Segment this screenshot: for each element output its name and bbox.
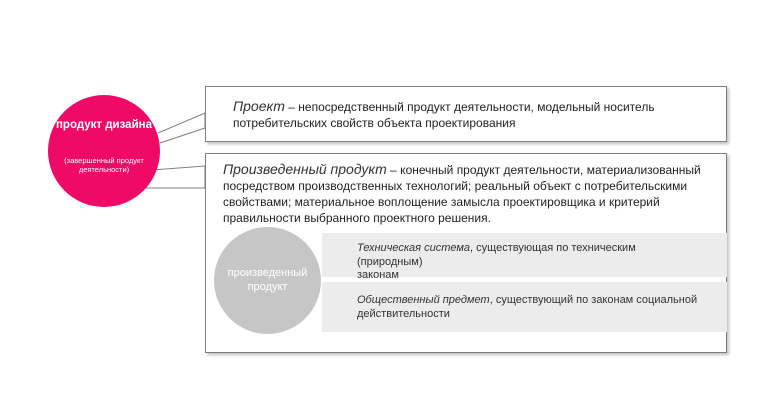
produced-product-text [223, 161, 703, 226]
technical-system-term: Техническая система [357, 242, 471, 254]
design-product-subtitle: (завершенный продукт деятельности) [64, 156, 144, 174]
project-term: Проект [233, 98, 285, 114]
design-product-circle [48, 95, 160, 207]
produced-product-circle-label: произведенный продукт [227, 267, 308, 293]
social-object-text [357, 294, 717, 321]
project-definition-box [205, 86, 727, 142]
social-object-term: Общественный предмет [357, 294, 490, 306]
technical-system-definition: , существующая по техническим (природным) [357, 242, 636, 268]
technical-system-extra: законам [357, 269, 399, 281]
produced-product-circle [214, 227, 321, 334]
social-object-definition: , существующий по законам социальной действительности [357, 294, 698, 320]
technical-system-text [357, 242, 697, 283]
produced-product-term: Произведенный продукт [223, 161, 387, 177]
connector-to-project [158, 113, 205, 143]
project-definition: – непосредственный продукт деятельности, модельный носитель потребительских свойств объекта проектирования [233, 100, 655, 130]
design-product-title: продукт дизайна [55, 119, 152, 131]
produced-product-definition: – конечный продукт деятельности, материализованный посредством производственных технологий; реальный объект с потребительскими свойствами; материальное воплощение замысла проектировщика и критерий правильности выбранного проектного решения. [223, 163, 701, 225]
project-definition-text [233, 98, 703, 131]
